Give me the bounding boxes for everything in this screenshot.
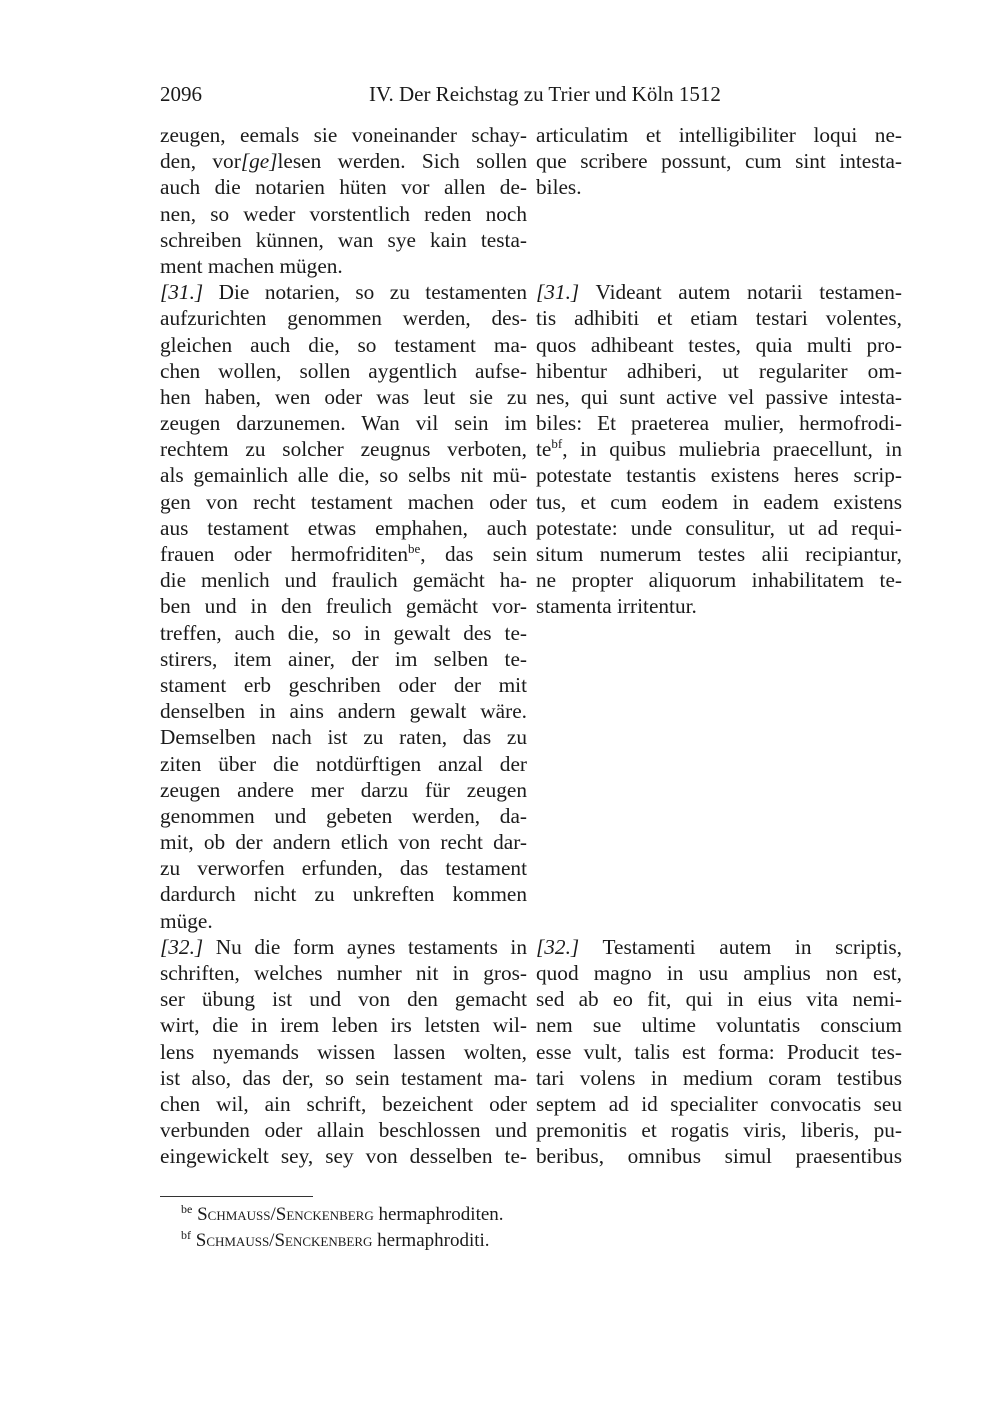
footnote-mark: be (181, 1202, 193, 1216)
german-line: auch die notarien hüten vor allen de- (160, 175, 527, 200)
german-line: dardurch nicht zu unkreften kommen (160, 882, 527, 907)
german-line: rechtem zu solcher zeugnus verboten, (160, 437, 527, 462)
german-line: chen wil, ain schrift, bezeichent oder (160, 1091, 527, 1116)
german-line: aus testament etwas emphahen, auch (160, 515, 527, 540)
page-number: 2096 (160, 82, 202, 106)
german-line: wirt, die in irem leben irs letsten wil- (160, 1013, 527, 1038)
paragraph-number: [32.] (160, 934, 204, 959)
latin-line (536, 253, 902, 279)
latin-line: tus, et cum eodem in eadem existens (536, 489, 902, 514)
footnote-separator (160, 1196, 313, 1197)
latin-line (536, 698, 902, 724)
latin-line: [32.] Testamenti autem in scriptis, (536, 934, 902, 959)
german-line: verbunden oder allain beschlossen und (160, 1118, 527, 1143)
latin-line: hibentur adhiberi, ut regulariter om- (536, 358, 902, 383)
german-line: nen, so weder vorstentlich reden noch (160, 201, 527, 226)
german-line: genommen und gebeten werden, da- (160, 803, 527, 828)
latin-line: potestate: unde consulitur, ut ad requi- (536, 515, 902, 540)
german-line: ser übung ist und von den gemacht (160, 987, 527, 1012)
german-line: [32.] Nu die form aynes testaments in (160, 934, 527, 959)
german-line: Demselben nach ist zu raten, das zu (160, 725, 527, 750)
german-line: den, vor[ge]lesen werden. Sich sollen (160, 149, 527, 174)
german-line: gen von recht testament machen oder (160, 489, 527, 514)
latin-line: stamenta irritentur. (536, 594, 697, 619)
latin-line (536, 201, 902, 227)
footnote-marker: be (408, 541, 421, 556)
german-line: schreiben künnen, wan sye kain testa- (160, 227, 527, 252)
latin-line (536, 829, 902, 855)
editorial-insertion: [ge] (240, 149, 278, 174)
latin-line: tari volens in medium coram testibus (536, 1065, 902, 1090)
latin-line: nem sue ultime voluntatis conscium (536, 1013, 902, 1038)
latin-line: biles. (536, 175, 582, 200)
running-title: IV. Der Reichstag zu Trier und Köln 1512 (369, 82, 721, 106)
latin-line: potestate testantis existens heres scrip- (536, 463, 902, 488)
german-line: zu verworfen erfunden, das testament (160, 856, 527, 881)
german-line: gleichen auch die, so testament ma- (160, 332, 527, 357)
german-line: chen wollen, sollen aygentlich aufse- (160, 358, 527, 383)
german-line: frauen oder hermofriditen$^{be}$, das sein (160, 541, 528, 566)
german-line: [31.] Die notarien, so zu testamenten (160, 280, 527, 305)
latin-line (536, 227, 902, 253)
latin-line (536, 672, 902, 698)
latin-line: premonitis et rogatis viris, liberis, pu- (536, 1118, 902, 1143)
latin-line: sed ab eo fit, qui in eius vita nemi- (536, 987, 902, 1012)
latin-line (536, 881, 902, 907)
latin-line (536, 751, 902, 777)
german-line: treffen, auch die, so in gewalt des te- (160, 620, 527, 645)
latin-line: que scribere possunt, cum sint intesta- (536, 149, 902, 174)
latin-line: [31.] Videant autem notarii testamen- (536, 280, 902, 305)
latin-line: quod magno in usu amplius non est, (536, 961, 902, 985)
paragraph-number: [31.] (160, 280, 204, 305)
german-line: müge. (160, 908, 213, 933)
german-line: ist also, das der, so sein testament ma- (160, 1065, 527, 1090)
footnote-source: Schmauss/Senckenberg (195, 1230, 373, 1251)
latin-line: biles: Et praeterea mulier, hermofrodi- (536, 411, 902, 436)
latin-line: septem ad id specialiter convocatis seu (536, 1091, 902, 1116)
german-line: die menlich und fraulich gemächt ha- (160, 568, 527, 593)
latin-line: ne propter aliquorum inhabilitatem te- (536, 568, 902, 593)
paragraph-number: [31.] (536, 280, 580, 305)
running-header (160, 80, 902, 108)
footnote (181, 1202, 881, 1228)
footnote-marker: bf (551, 436, 563, 452)
german-line: stirers, item ainer, der im selben te- (160, 646, 527, 671)
german-line: als gemainlich alle die, so selbs nit mü- (160, 463, 527, 488)
footnote (181, 1228, 881, 1254)
german-line: hen haben, wen oder was leut sie zu (160, 384, 527, 409)
latin-line: esse vult, talis est forma: Producit tes- (536, 1039, 902, 1064)
paragraph-number: [32.] (536, 934, 580, 959)
latin-line: quos adhibeant testes, quia multi pro- (536, 332, 902, 357)
footnote-mark: bf (181, 1228, 191, 1242)
latin-line: nes, qui sunt active vel passive intesta- (536, 384, 902, 409)
german-line: schriften, welches numher nit in gros- (160, 961, 527, 985)
german-line: zeugen darzunemen. Wan vil sein im (160, 411, 527, 436)
german-line: stament erb geschriben oder der mit (160, 672, 527, 697)
latin-line: beribus, omnibus simul praesentibus (536, 1144, 902, 1169)
latin-line (536, 855, 902, 881)
latin-line (536, 620, 902, 646)
footnote-text: hermaphroditen. (373, 1204, 504, 1225)
latin-line (536, 908, 902, 934)
latin-text-column (536, 122, 902, 1170)
footnote-source: Schmauss/Senckenberg (197, 1204, 374, 1225)
latin-line (536, 724, 902, 750)
latin-line: situm numerum testes alii recipiantur, (536, 542, 902, 566)
latin-line: tis adhibiti et etiam testari volentes, (536, 306, 902, 331)
german-line: lens nyemands wissen lassen wolten, (160, 1039, 527, 1064)
german-line: ben und in den freulich gemächt vor- (160, 594, 527, 619)
latin-line (536, 777, 902, 803)
latin-line: $te^{bf}$, in quibus muliebria praecellunt, in (536, 436, 902, 462)
latin-line (536, 803, 902, 829)
german-line: ziten über die notdürftigen anzal der (160, 751, 527, 776)
german-line: denselben in ains andern gewalt wäre. (160, 699, 527, 724)
german-line: zeugen, eemals sie voneinander schay- (160, 123, 527, 147)
latin-line: articulatim et intelligibiliter loqui ne- (536, 123, 902, 147)
footnote-text: hermaphroditi. (372, 1230, 490, 1251)
german-line: ment machen mügen. (160, 253, 343, 278)
latin-line (536, 646, 902, 672)
german-line: zeugen andere mer darzu für zeugen (160, 777, 527, 802)
footnotes (181, 1202, 881, 1254)
german-text-column (160, 122, 527, 1170)
german-line: mit, ob der andern etlich von recht dar- (160, 830, 527, 855)
german-line: eingewickelt sey, sey von desselben te- (160, 1144, 527, 1169)
german-line: aufzurichten genommen werden, des- (160, 306, 527, 331)
